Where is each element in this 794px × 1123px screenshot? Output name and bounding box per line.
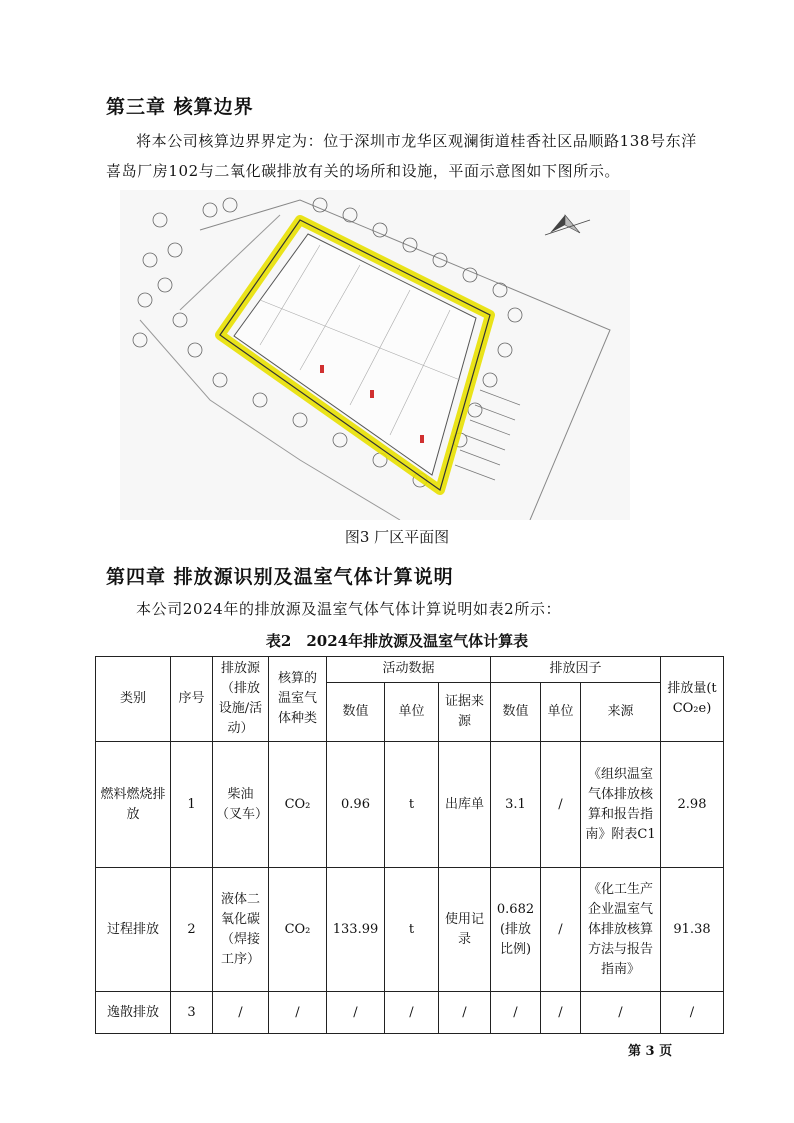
header-factor-value: 数值 — [491, 682, 541, 741]
row3-factor-value: / — [491, 992, 541, 1034]
row3-source: / — [213, 992, 269, 1034]
header-factor-source: 来源 — [581, 682, 661, 741]
table-row — [96, 992, 724, 1034]
row1-activity-value: 0.96 — [327, 742, 385, 868]
row2-activity-evidence: 使用记录 — [439, 868, 491, 992]
row1-source: 柴油（叉车） — [213, 742, 269, 868]
row2-activity-value: 133.99 — [327, 868, 385, 992]
figure-caption: 图3 厂区平面图 — [344, 528, 450, 546]
row1-gas: CO₂ — [269, 742, 327, 868]
row1-category: 燃料燃烧排放 — [96, 742, 171, 868]
site-plan-drawing — [120, 190, 630, 520]
header-seq: 序号 — [171, 657, 213, 742]
row2-factor-source: 《化工生产企业温室气体排放核算方法与报告指南》 — [581, 868, 661, 992]
chapter3-paragraph-line1: 将本公司核算边界界定为：位于深圳市龙华区观澜街道桂香社区品顺路138号东洋 — [136, 132, 697, 150]
header-gas: 核算的温室气体种类 — [269, 657, 327, 742]
row3-gas: / — [269, 992, 327, 1034]
row1-seq: 1 — [171, 742, 213, 868]
row1-activity-unit: t — [385, 742, 439, 868]
chapter3-heading: 第三章 核算边界 — [106, 96, 254, 118]
emission-table — [95, 656, 724, 1034]
row2-source: 液体二氧化碳（焊接工序） — [213, 868, 269, 992]
header-factor: 排放因子 — [491, 657, 661, 683]
page-number: 第 3 页 — [628, 1044, 673, 1059]
table-row — [96, 742, 724, 868]
header-activity-value: 数值 — [327, 682, 385, 741]
row3-factor-unit: / — [541, 992, 581, 1034]
chapter4-heading: 第四章 排放源识别及温室气体计算说明 — [106, 566, 454, 588]
row3-activity-unit: / — [385, 992, 439, 1034]
row1-activity-evidence: 出库单 — [439, 742, 491, 868]
row1-factor-value: 3.1 — [491, 742, 541, 868]
row3-category: 逸散排放 — [96, 992, 171, 1034]
row3-activity-evidence: / — [439, 992, 491, 1034]
row3-activity-value: / — [327, 992, 385, 1034]
row3-factor-source: / — [581, 992, 661, 1034]
header-activity-unit: 单位 — [385, 682, 439, 741]
row2-seq: 2 — [171, 868, 213, 992]
header-activity: 活动数据 — [327, 657, 491, 683]
chapter4-intro: 本公司2024年的排放源及温室气体气体计算说明如表2所示： — [136, 600, 562, 618]
header-source: 排放源（排放设施/活动） — [213, 657, 269, 742]
table-row — [96, 868, 724, 992]
header-category: 类别 — [96, 657, 171, 742]
row1-emission: 2.98 — [661, 742, 724, 868]
header-factor-unit: 单位 — [541, 682, 581, 741]
row3-emission: / — [661, 992, 724, 1034]
row1-factor-source: 《组织温室气体排放核算和报告指南》附表C1 — [581, 742, 661, 868]
table-title: 表2 2024年排放源及温室气体计算表 — [265, 632, 529, 650]
row2-category: 过程排放 — [96, 868, 171, 992]
row2-activity-unit: t — [385, 868, 439, 992]
row2-factor-unit: / — [541, 868, 581, 992]
chapter3-paragraph-line2: 喜岛厂房102与二氧化碳排放有关的场所和设施，平面示意图如下图所示。 — [106, 162, 621, 180]
row1-factor-unit: / — [541, 742, 581, 868]
row2-emission: 91.38 — [661, 868, 724, 992]
row2-gas: CO₂ — [269, 868, 327, 992]
header-emission: 排放量(tCO₂e) — [661, 657, 724, 742]
header-activity-evidence: 证据来源 — [439, 682, 491, 741]
row3-seq: 3 — [171, 992, 213, 1034]
row2-factor-value: 0.682(排放比例) — [491, 868, 541, 992]
